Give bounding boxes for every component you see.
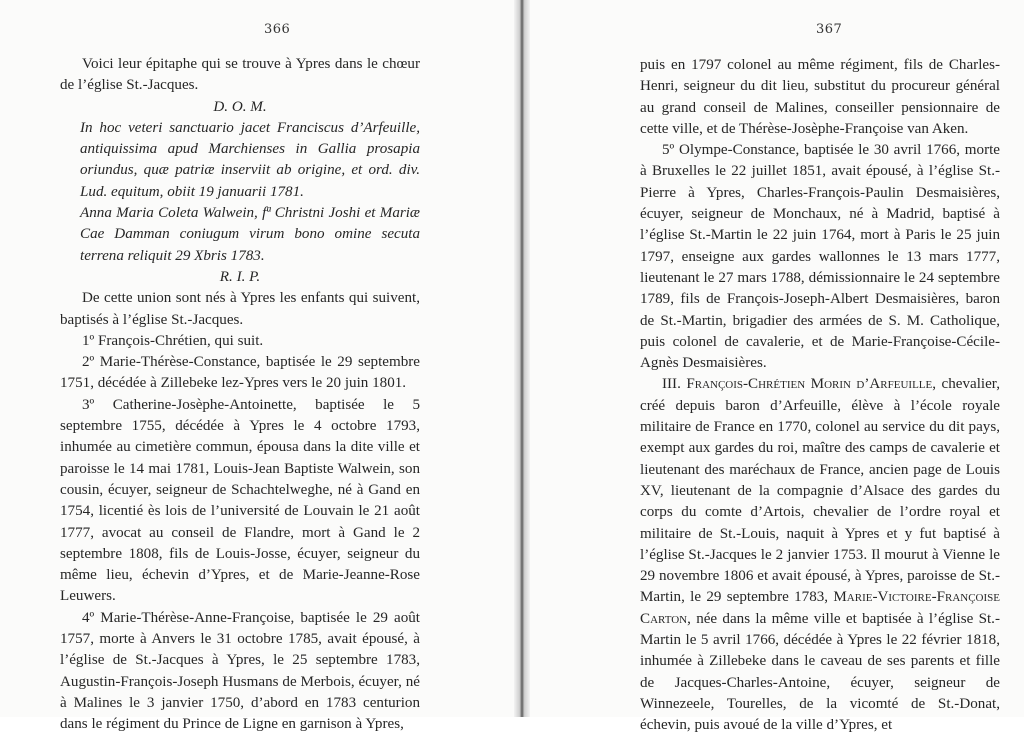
person-name: Marie-Victoire-Françoise Carton, <box>640 589 1000 627</box>
page-text <box>640 55 1000 737</box>
epitaph-closing: R. I. P. <box>219 268 261 285</box>
paragraph: De cette union sont nés à Ypres les enfants qui suivent, baptisés à l’église St.-Jacques. <box>60 290 420 328</box>
paragraph: Voici leur épitaphe qui se trouve à Ypres dans le chœur de l’église St.-Jacques. <box>60 56 420 94</box>
paragraph: 2º Marie-Thérèse-Constance, baptisée le 29 septembre 1751, décédée à Zillebeke lez-Ypres vers le 20 juin 1801. <box>60 354 420 392</box>
page-number: 367 <box>816 22 843 37</box>
paragraph: 4º Marie-Thérèse-Anne-Françoise, baptisée le 29 août 1757, morte à Anvers le 31 octobre 1785, avait épousé, à l’église de St.-Jacques à Ypres, le 25 septembre 1783, Augustin-François-Joseph Husmans de Merbois, écuyer, né à Malines le 3 janvier 1750, d’abord en 1783 centurion dans le régiment du Prince de Ligne en garnison à Ypres, <box>60 609 420 733</box>
section-numeral: III. <box>662 376 681 393</box>
paragraph: puis en 1797 colonel au même régiment, fils de Charles-Henri, seigneur du dit lieu, substitut du procureur général au grand conseil de Malines, conseiller pensionnaire de cette ville, et de Thérèse-Josèphe-Françoise van Aken. <box>640 57 1000 137</box>
paragraph <box>640 374 1000 736</box>
book-gutter <box>514 0 530 717</box>
person-name: François-Chrétien Morin d’Arfeuille, <box>686 376 937 393</box>
paragraph: 1º François-Chrétien, qui suit. <box>82 332 264 349</box>
page-number: 366 <box>264 22 291 37</box>
right-page <box>530 0 1024 734</box>
paragraph: 5º Olympe-Constance, baptisée le 30 avril 1766, morte à Bruxelles le 22 juillet 1851, avait épousé, à l’église St.-Pierre à Ypres, Charles-François-Paulin Desmaisières, écuyer, seigneur de Monchaux, né à Madrid, baptisé à l’église St.-Martin le 22 juin 1764, mort à Paris le 25 juin 1797, enseigne aux gardes wallonnes le 13 mars 1777, lieutenant le 27 mars 1788, démissionnaire le 24 septembre 1789, fils de François-Joseph-Albert Desmaisières, baron de St.-Martin, brigadier des armées de S. M. Catholique, puis colonel de cavalerie, et de Marie-Françoise-Cécile-Agnès Desmaisières. <box>640 142 1000 372</box>
left-page <box>0 0 514 733</box>
paragraph-text: née dans la même ville et baptisée à l’église St.-Martin le 5 avril 1766, décédée à Ypres le 22 février 1818, inhumée à Zillebeke dans le caveau de ses parents et fille de Jacques-Charles-Antoine, écuyer, seigneur de Winnezeele, Tourelles, de la vicomté de St.-Donat, échevin, puis avoué de la ville d’Ypres, et <box>640 610 1000 734</box>
page-text <box>60 54 420 736</box>
epitaph-heading: D. O. M. <box>213 98 267 115</box>
paragraph-text: chevalier, créé depuis baron d’Arfeuille, élève à l’école royale militaire de France en 1770, colonel au service du dit pays, exempt aux gardes du roi, maître des camps de cavalerie et lieutenant des maréchaux de France, ancien page de Louis XV, lieutenant de la compagnie d’Alsace des gardes du corps du comte d’Artois, chevalier de l’ordre royal et militaire de St.-Louis, naquit à Ypres et y fut baptisé à l’église St.-Jacques le 2 janvier 1753. Il mourut à Vienne le 29 novembre 1806 et avait épousé, à Ypres, paroisse de St.-Martin, le 29 septembre 1783, <box>640 376 1000 606</box>
epitaph-text: In hoc veteri sanctuario jacet Franciscus d’Arfeuille, antiquissima apud Marchienses in Gallia prosapia oriundus, quæ patriæ inserviit ab origine, et ord. div. Lud. equitum, obiit 19 januarii 1781. <box>80 119 420 200</box>
paragraph: 3º Catherine-Josèphe-Antoinette, baptisée le 5 septembre 1755, décédée à Ypres le 4 octobre 1793, inhumée au cimetière commun, épousa dans la dite ville et paroisse le 14 mai 1781, Louis-Jean Baptiste Walwein, son cousin, écuyer, seigneur de Schachtelweghe, né à Gand en 1754, licentié ès lois de l’université de Louvain le 21 août 1777, avocat au conseil de Flandre, mort à Gand le 2 septembre 1808, fils de Louis-Josse, écuyer, seigneur du même lieu, échevin d’Ypres, et de Marie-Jeanne-Rose Leuwers. <box>60 396 420 605</box>
epitaph-text: Anna Maria Coleta Walwein, fª Christni Joshi et Mariæ Cae Damman coniugum virum bono omine secuta terrena reliquit 29 Xbris 1783. <box>80 205 420 264</box>
